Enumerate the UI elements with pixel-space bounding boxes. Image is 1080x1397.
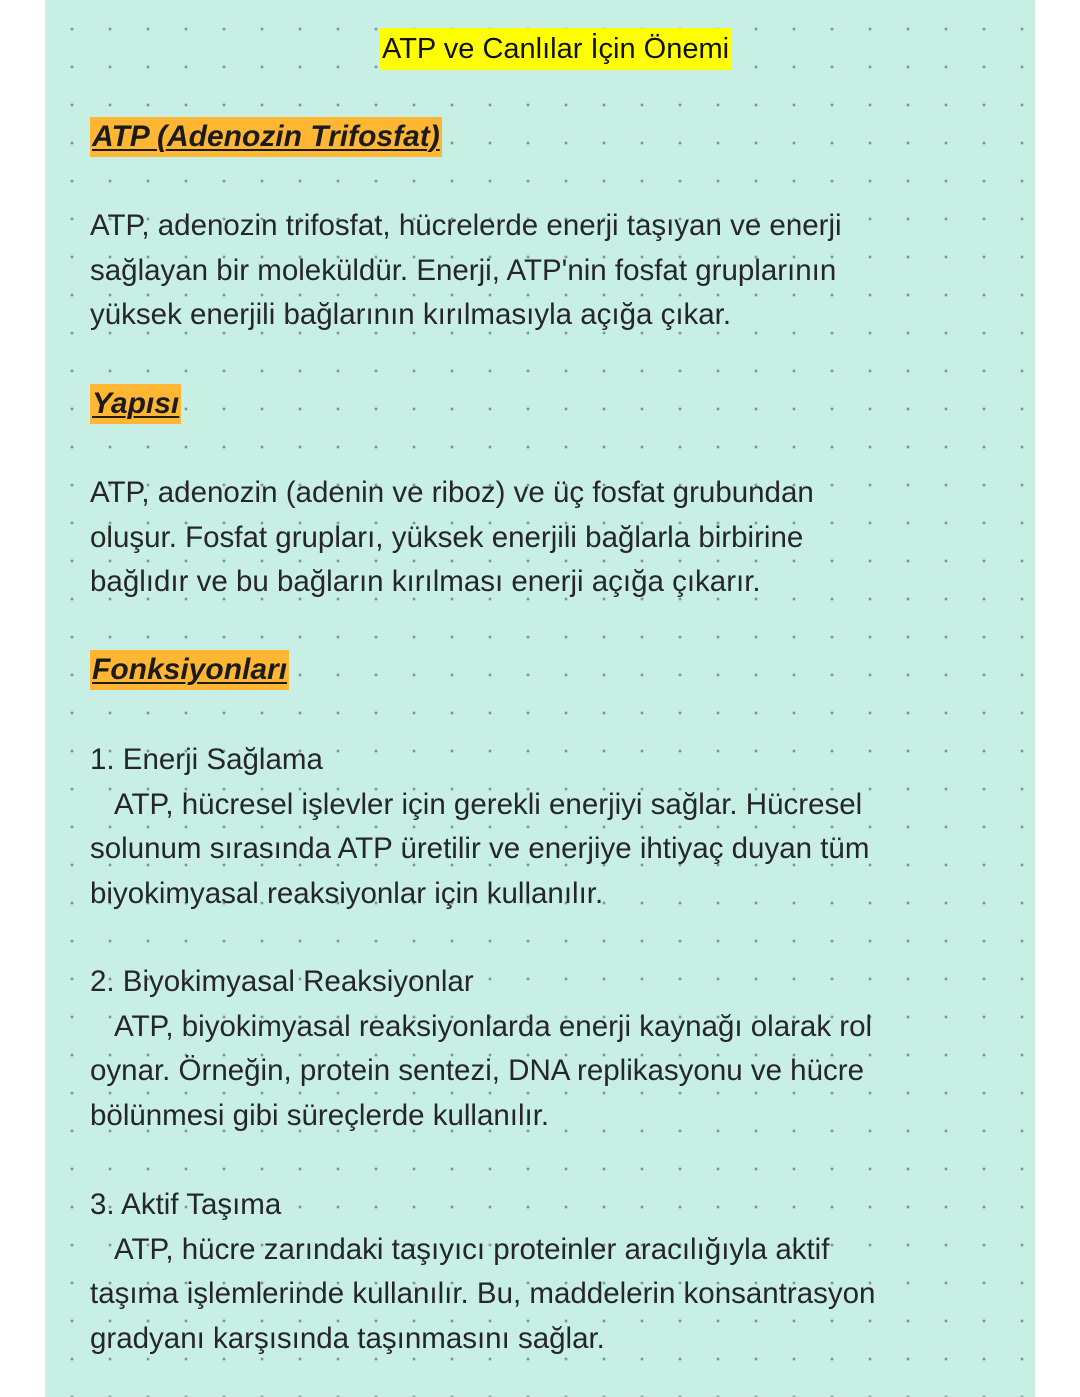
paragraph-yapisi (90, 471, 990, 605)
paragraph-line: ATP, hücresel işlevler için gerekli enerjiyi sağlar. Hücresel (114, 787, 863, 821)
function-item-title: 3. Aktif Taşıma (90, 1188, 282, 1221)
paragraph-line: bağlıdır ve bu bağların kırılması enerji açığa çıkarır. (90, 565, 761, 598)
paragraph-line: bölünmesi gibi süreçlerde kullanılır. (90, 1098, 550, 1132)
paragraph-line: oynar. Örneğin, protein sentezi, DNA replikasyonu ve hücre (90, 1054, 864, 1087)
paragraph-line: sağlayan bir moleküldür. Enerji, ATP'nin fosfat gruplarının (90, 253, 837, 287)
paragraph-line: ATP, biyokimyasal reaksiyonlarda enerji kaynağı olarak rol (114, 1009, 873, 1043)
paragraph-line: ATP, adenozin trifosfat, hücrelerde enerji taşıyan ve enerji (90, 209, 842, 242)
page-title: ATP ve Canlılar İçin Önemi (379, 28, 732, 70)
paragraph-line: taşıma işlemlerinde kullanılır. Bu, maddelerin konsantrasyon (90, 1277, 876, 1310)
paragraph-line: gradyanı karşısında taşınmasını sağlar. (90, 1321, 605, 1355)
function-item-energy (90, 738, 990, 916)
function-item-biochemical (90, 960, 990, 1138)
paragraph-atp (90, 204, 990, 338)
heading-yapisi: Yapısı (90, 384, 181, 424)
function-item-active-transport (90, 1183, 990, 1361)
paragraph-line: ATP, adenozin (adenin ve riboz) ve üç fosfat grubundan (90, 476, 814, 509)
paragraph-line: ATP, hücre zarındaki taşıyıcı proteinler aracılığıyla aktif (114, 1232, 830, 1266)
notes-page (45, 0, 1035, 1397)
heading-fonksiyonlari: Fonksiyonları (90, 650, 289, 690)
function-item-title: 2. Biyokimyasal Reaksiyonlar (90, 965, 474, 998)
heading-atp: ATP (Adenozin Trifosfat) (90, 117, 442, 157)
paragraph-line: biyokimyasal reaksiyonlar için kullanılır. (90, 876, 604, 910)
paragraph-line: oluşur. Fosfat grupları, yüksek enerjili bağlarla birbirine (90, 520, 804, 554)
paragraph-line: yüksek enerjili bağlarının kırılmasıyla açığa çıkar. (90, 298, 732, 331)
paragraph-line: solunum sırasında ATP üretilir ve enerjiye ihtiyaç duyan tüm (90, 832, 870, 865)
function-item-title: 1. Enerji Sağlama (90, 743, 323, 776)
